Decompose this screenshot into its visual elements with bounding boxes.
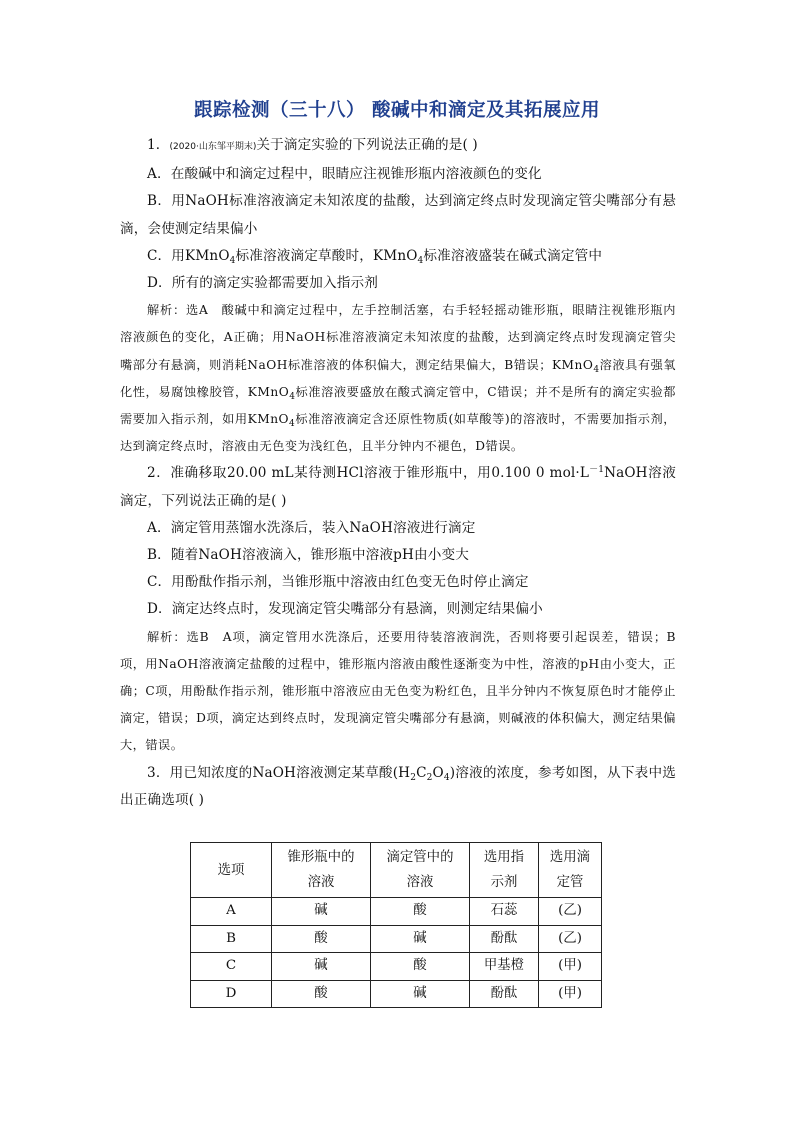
page-title: 跟踪检测（三十八） 酸碱中和滴定及其拓展应用 — [194, 100, 600, 121]
table-cell: (乙) — [539, 925, 602, 953]
table-cell: 碱 — [272, 898, 371, 926]
table-cell: (乙) — [539, 898, 602, 926]
table-cell: (甲) — [539, 953, 602, 981]
table-cell: 酚酞 — [470, 980, 539, 1008]
table-cell: (甲) — [539, 980, 602, 1008]
table-cell: 碱 — [371, 980, 470, 1008]
table-row — [191, 953, 602, 981]
table-header-cell: 选用滴 定管 — [539, 843, 602, 898]
question-3-stem: 3．用已知浓度的NaOH溶液测定某草酸$(H_2C_2O_4)$溶液的浓度，参考如图，从下表中选出正确选项( ) — [120, 764, 676, 808]
table-cell: 碱 — [371, 925, 470, 953]
question-2-option-b: B．随着NaOH溶液滴入，锥形瓶中溶液pH由小变大 — [147, 547, 469, 564]
table-row — [191, 898, 602, 926]
question-2-option-d: D．滴定达终点时，发现滴定管尖嘴部分有悬滴，则测定结果偏小 — [147, 601, 543, 618]
question-source: (2020·山东邹平期末) — [169, 142, 257, 152]
table-row — [191, 925, 602, 953]
table-cell: 石蕊 — [470, 898, 539, 926]
table-header-cell: 锥形瓶中的 溶液 — [272, 843, 371, 898]
question-2-option-a: A．滴定管用蒸馏水洗涤后，装入NaOH溶液进行滴定 — [147, 519, 476, 536]
options-table — [190, 842, 602, 1008]
question-1-analysis: 解析：选A 酸碱中和滴定过程中，左手控制活塞，右手轻轻摇动锥形瓶，眼睛注视锥形瓶内溶液颜色的变化，A正确；用NaOH标准溶液滴定未知浓度的盐酸，达到滴定终点时发现滴定管尖嘴部分有悬滴，则消耗NaOH标准溶液的体积偏大，测定结果偏大，B错误；KMnO$_4$溶液具有强氧化性，易腐蚀橡胶管，KMnO$_4$标准溶液要盛放在酸式滴定管中，C错误；并不是所有的滴定实验都需要加入指示剂，如用KMnO$_4$标准溶液滴定含还原性物质(如草酸等)的溶液时，不需要加指示剂，达到滴定终点时，溶液由无色变为浅红色，且半分钟内不褪色，D错误。 — [120, 303, 677, 454]
question-text: 关于滴定实验的下列说法正确的是( ) — [256, 137, 478, 153]
table-cell: B — [191, 925, 272, 953]
question-number: 1． — [147, 137, 170, 153]
question-1-option-c: C．用KMnO$_4$标准溶液滴定草酸时，KMnO$_4$标准溶液盛装在碱式滴定管中 — [147, 247, 603, 266]
table-cell: 碱 — [272, 953, 371, 981]
table-header-cell: 选用指 示剂 — [470, 843, 539, 898]
question-1-stem — [120, 132, 676, 161]
table-cell: D — [191, 980, 272, 1008]
question-1-option-d: D．所有的滴定实验都需要加入指示剂 — [147, 275, 378, 292]
question-1-option-b: B．用NaOH标准溶液滴定未知浓度的盐酸，达到滴定终点时发现滴定管尖嘴部分有悬滴，会使测定结果偏小 — [120, 193, 676, 237]
table-cell: 酸 — [371, 898, 470, 926]
table-cell: C — [191, 953, 272, 981]
table-cell: 酸 — [272, 925, 371, 953]
question-2-option-c: C．用酚酞作指示剂，当锥形瓶中溶液由红色变无色时停止滴定 — [147, 574, 529, 591]
question-2-analysis: 解析：选B A项，滴定管用水洗涤后，还要用待装溶液润洗，否则将要引起误差，错误；B项，用NaOH溶液滴定盐酸的过程中，锥形瓶内溶液由酸性逐渐变为中性，溶液的pH由小变大，正确；C项，用酚酞作指示剂，锥形瓶中溶液应由无色变为粉红色，且半分钟内不恢复原色时才能停止滴定，错误；D项，滴定达到终点时，发现滴定管尖嘴部分有悬滴，则碱液的体积偏大，测定结果偏大，错误。 — [120, 629, 676, 753]
table-header-cell: 选项 — [191, 843, 272, 898]
table-header-row — [191, 843, 602, 898]
table-cell: 酸 — [371, 953, 470, 981]
table-row — [191, 980, 602, 1008]
table-cell: 酚酞 — [470, 925, 539, 953]
table-cell: A — [191, 898, 272, 926]
table-header-cell: 滴定管中的 溶液 — [371, 843, 470, 898]
table-cell: 甲基橙 — [470, 953, 539, 981]
document-body — [120, 132, 676, 814]
question-1-option-a: A．在酸碱中和滴定过程中，眼睛应注视锥形瓶内溶液颜色的变化 — [147, 166, 542, 183]
table-cell: 酸 — [272, 980, 371, 1008]
question-2-stem: 2．准确移取20.00 mL某待测HCl溶液于锥形瓶中，用0.100 0 $mol\cdot L^{-1}NaOH$溶液滴定，下列说法正确的是( ) — [120, 465, 676, 509]
